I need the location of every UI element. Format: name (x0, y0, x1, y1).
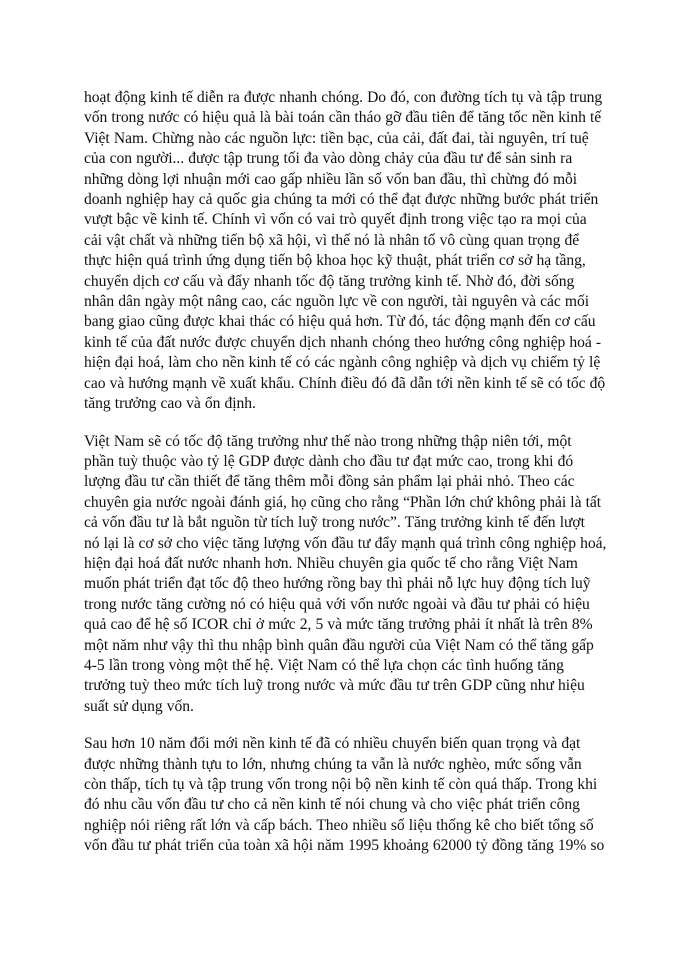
text-line: 4-5 lần trong vòng một thế hệ. Việt Nam có thể lựa chọn các tình huống tăng (84, 656, 564, 674)
text-line: thực hiện quá trình ứng dụng tiến bộ khoa học kỹ thuật, phát triển cơ sở hạ tầng, (84, 252, 586, 270)
text-line: Việt Nam sẽ có tốc độ tăng trưởng như thế nào trong những thập niên tới, một (84, 432, 572, 450)
text-line: hiện đại hoá, làm cho nền kinh tế có các ngành công nghiệp và dịch vụ chiếm tỷ lệ (84, 354, 601, 372)
text-line: lượng đầu tư cần thiết để tăng thêm mỗi đồng sản phẩm lại phải nhỏ. Theo các (84, 473, 575, 491)
text-line: doanh nghiệp hay cả quốc gia chúng ta mới có thể đạt được những bước phát triển (84, 191, 599, 209)
text-line: kinh tế của đất nước được chuyển dịch nhanh chóng theo hướng công nghiệp hoá - (84, 333, 602, 351)
text-line: cả vốn đầu tư là bắt nguồn từ tích luỹ trong nước”. Tăng trưởng kinh tế đến lượt (84, 514, 585, 532)
text-line: quả cao để hệ số ICOR chỉ ở mức 2, 5 và mức tăng trưởng phải ít nhất là trên 8% (84, 616, 593, 634)
text-line: trong nước tăng cường nó có hiệu quả với vốn nước ngoài và đầu tư phải có hiệu (84, 595, 590, 613)
text-line: chuyển dịch cơ cấu và đẩy nhanh tốc độ tăng trưởng kinh tế. Nhờ đó, đời sống (84, 272, 575, 290)
text-line: đó nhu cầu vốn đầu tư cho cả nền kinh tế nói chung và cho việc phát triển công (84, 796, 580, 814)
text-line: suất sử dụng vốn. (84, 697, 194, 715)
text-line: chuyên gia nước ngoài đánh giá, họ cũng cho rằng “Phần lớn chứ không phải là tất (84, 493, 602, 511)
paragraph-2 (84, 432, 614, 718)
text-line: Sau hơn 10 năm đổi mới nền kinh tế đã có nhiều chuyển biến quan trọng và đạt (84, 735, 581, 753)
text-line: hiện đại hoá đất nước nhanh hơn. Nhiều chuyên gia quốc tế cho rằng Việt Nam (84, 554, 578, 572)
text-line: nghiệp nói riêng rất lớn và cấp bách. Theo nhiều số liệu thống kê cho biết tổng số (84, 816, 594, 834)
text-line: hoạt động kinh tế diễn ra được nhanh chóng. Do đó, con đường tích tụ và tập trung (84, 89, 603, 106)
text-line: vốn trong nước có hiệu quả là bài toán cần tháo gỡ đầu tiên để tăng tốc nền kinh tế (84, 109, 602, 127)
text-line: một năm như vậy thì thu nhập bình quân đầu người của Việt Nam có thể tăng gấp (84, 636, 594, 654)
text-line: cao và hướng mạnh về xuất khẩu. Chính điều đó đã dẫn tới nền kinh tế sẽ có tốc độ (84, 374, 606, 392)
text-line: còn thấp, tích tụ và tập trung vốn trong nội bộ nền kinh tế còn quá thấp. Trong khi (84, 776, 598, 793)
paragraph-3 (84, 734, 614, 856)
text-line: vốn đầu tư phát triển của toàn xã hội năm 1995 khoảng 62000 tỷ đồng tăng 19% so (84, 837, 605, 855)
text-line: bang giao cũng được khai thác có hiệu quả hơn. Từ đó, tác động mạnh đến cơ cấu (84, 313, 596, 331)
text-line: được những thành tựu to lớn, nhưng chúng ta vẫn là nước nghèo, mức sống vẫn (84, 755, 582, 773)
text-line: muốn phát triển đạt tốc độ theo hướng rồng bay thì phải nỗ lực huy động tích luỹ (84, 575, 591, 593)
text-line: trưởng tuỳ theo mức tích luỹ trong nước và mức đầu tư trên GDP cũng như hiệu (84, 677, 585, 695)
text-line: Việt Nam. Chừng nào các nguồn lực: tiền bạc, của cải, đất đai, tài nguyên, trí tuệ (84, 129, 589, 147)
text-line: nhân dân ngày một nâng cao, các nguồn lực về con người, tài nguyên và các mối (84, 293, 590, 311)
text-line: những dòng lợi nhuận mới cao gấp nhiều lần số vốn ban đầu, thì chừng đó mỗi (84, 170, 578, 188)
text-line: cải vật chất và những tiến bộ xã hội, vì thế nó là nhân tố vô cùng quan trọng để (84, 231, 580, 249)
text-line: tăng trưởng cao và ổn định. (84, 395, 256, 413)
document-page (84, 88, 614, 874)
paragraph-1 (84, 88, 614, 415)
text-line: vượt bậc về kinh tế. Chính vì vốn có vai trò quyết định trong việc tạo ra mọi của (84, 211, 587, 229)
text-line: nó lại là cơ sở cho việc tăng lượng vốn đầu tư đẩy mạnh quá trình công nghiệp hoá, (84, 534, 607, 552)
text-line: của con người... được tập trung tối đa vào dòng chảy của đầu tư để sản sinh ra (84, 150, 573, 168)
text-line: phần tuỳ thuộc vào tỷ lệ GDP được dành cho đầu tư đạt mức cao, trong khi đó (84, 452, 574, 470)
